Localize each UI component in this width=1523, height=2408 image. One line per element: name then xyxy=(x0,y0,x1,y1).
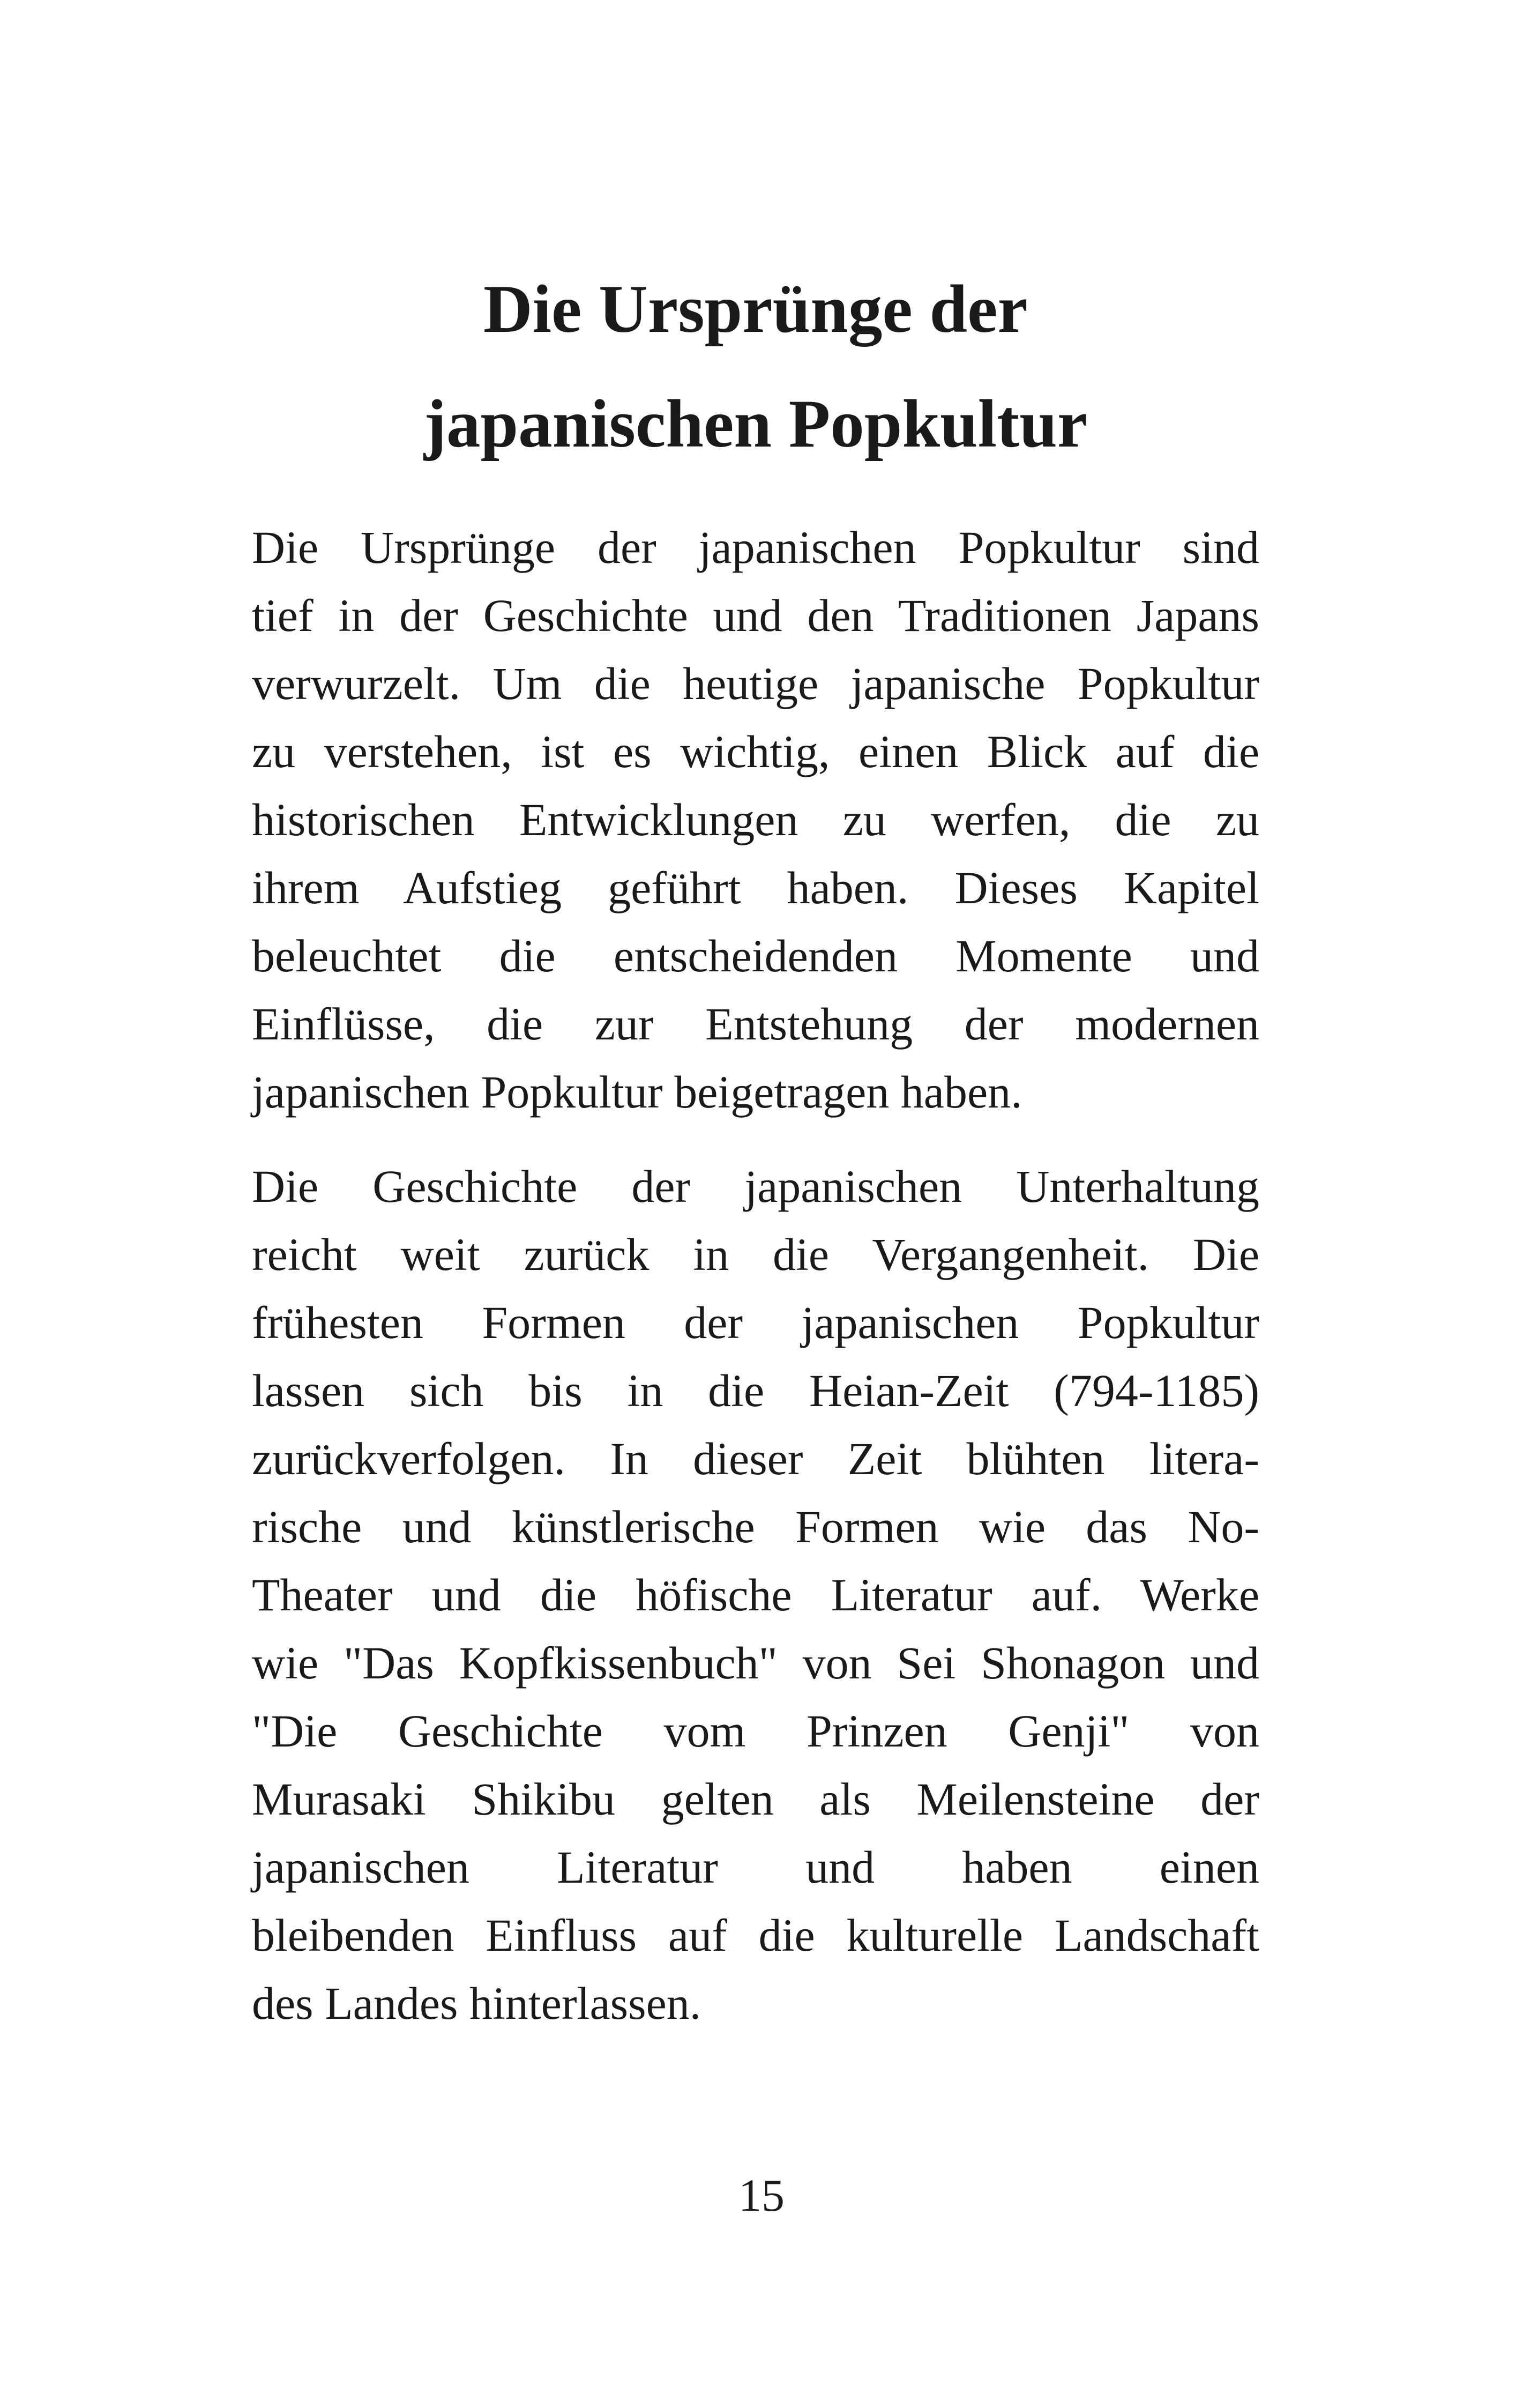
paragraph-line: Theater und die höfische Literatur auf. Werke xyxy=(252,1569,1259,1621)
paragraph-line: zu verstehen, ist es wichtig, einen Blick auf die xyxy=(252,726,1259,777)
paragraph-line: historischen Entwicklungen zu werfen, die zu xyxy=(252,794,1259,845)
paragraph-line: "Die Geschichte vom Prinzen Genji" von xyxy=(252,1705,1259,1757)
paragraph-line: tief in der Geschichte und den Traditionen Japans xyxy=(252,590,1259,641)
paragraph xyxy=(252,514,1259,1126)
chapter-title-line: Die Ursprünge der xyxy=(483,272,1028,347)
paragraph-line: ihrem Aufstieg geführt haben. Dieses Kapitel xyxy=(252,862,1259,913)
paragraph-line: japanischen Popkultur beigetragen haben. xyxy=(252,1066,1022,1118)
paragraph-line: lassen sich bis in die Heian-Zeit (794-1185) xyxy=(252,1365,1259,1416)
paragraph-line: frühesten Formen der japanischen Popkultur xyxy=(252,1297,1259,1348)
paragraph-line: japanischen Literatur und haben einen xyxy=(252,1841,1259,1893)
chapter-title xyxy=(252,252,1259,481)
chapter-title-line: japanischen Popkultur xyxy=(423,387,1088,462)
paragraph-line: zurückverfolgen. In dieser Zeit blühten litera- xyxy=(252,1433,1259,1484)
paragraph-line: Einflüsse, die zur Entstehung der modernen xyxy=(252,998,1259,1050)
paragraph xyxy=(252,1153,1259,2038)
paragraph-line: Die Ursprünge der japanischen Popkultur sind xyxy=(252,522,1259,573)
paragraph-line: bleibenden Einfluss auf die kulturelle Landschaft xyxy=(252,1909,1259,1961)
page-number: 15 xyxy=(738,2169,785,2221)
paragraph-line: Die Geschichte der japanischen Unterhaltung xyxy=(252,1161,1259,1212)
paragraph-line: verwurzelt. Um die heutige japanische Popkultur xyxy=(252,658,1259,709)
paragraph-line: des Landes hinterlassen. xyxy=(252,1978,701,2029)
paragraph-line: reicht weit zurück in die Vergangenheit. Die xyxy=(252,1229,1259,1280)
paragraph-line: beleuchtet die entscheidenden Momente und xyxy=(252,930,1259,982)
paragraph-line: wie "Das Kopfkissenbuch" von Sei Shonagon und xyxy=(252,1637,1259,1689)
paragraph-line: rische und künstlerische Formen wie das No- xyxy=(252,1501,1259,1552)
paragraph-line: Murasaki Shikibu gelten als Meilensteine der xyxy=(252,1773,1259,1825)
